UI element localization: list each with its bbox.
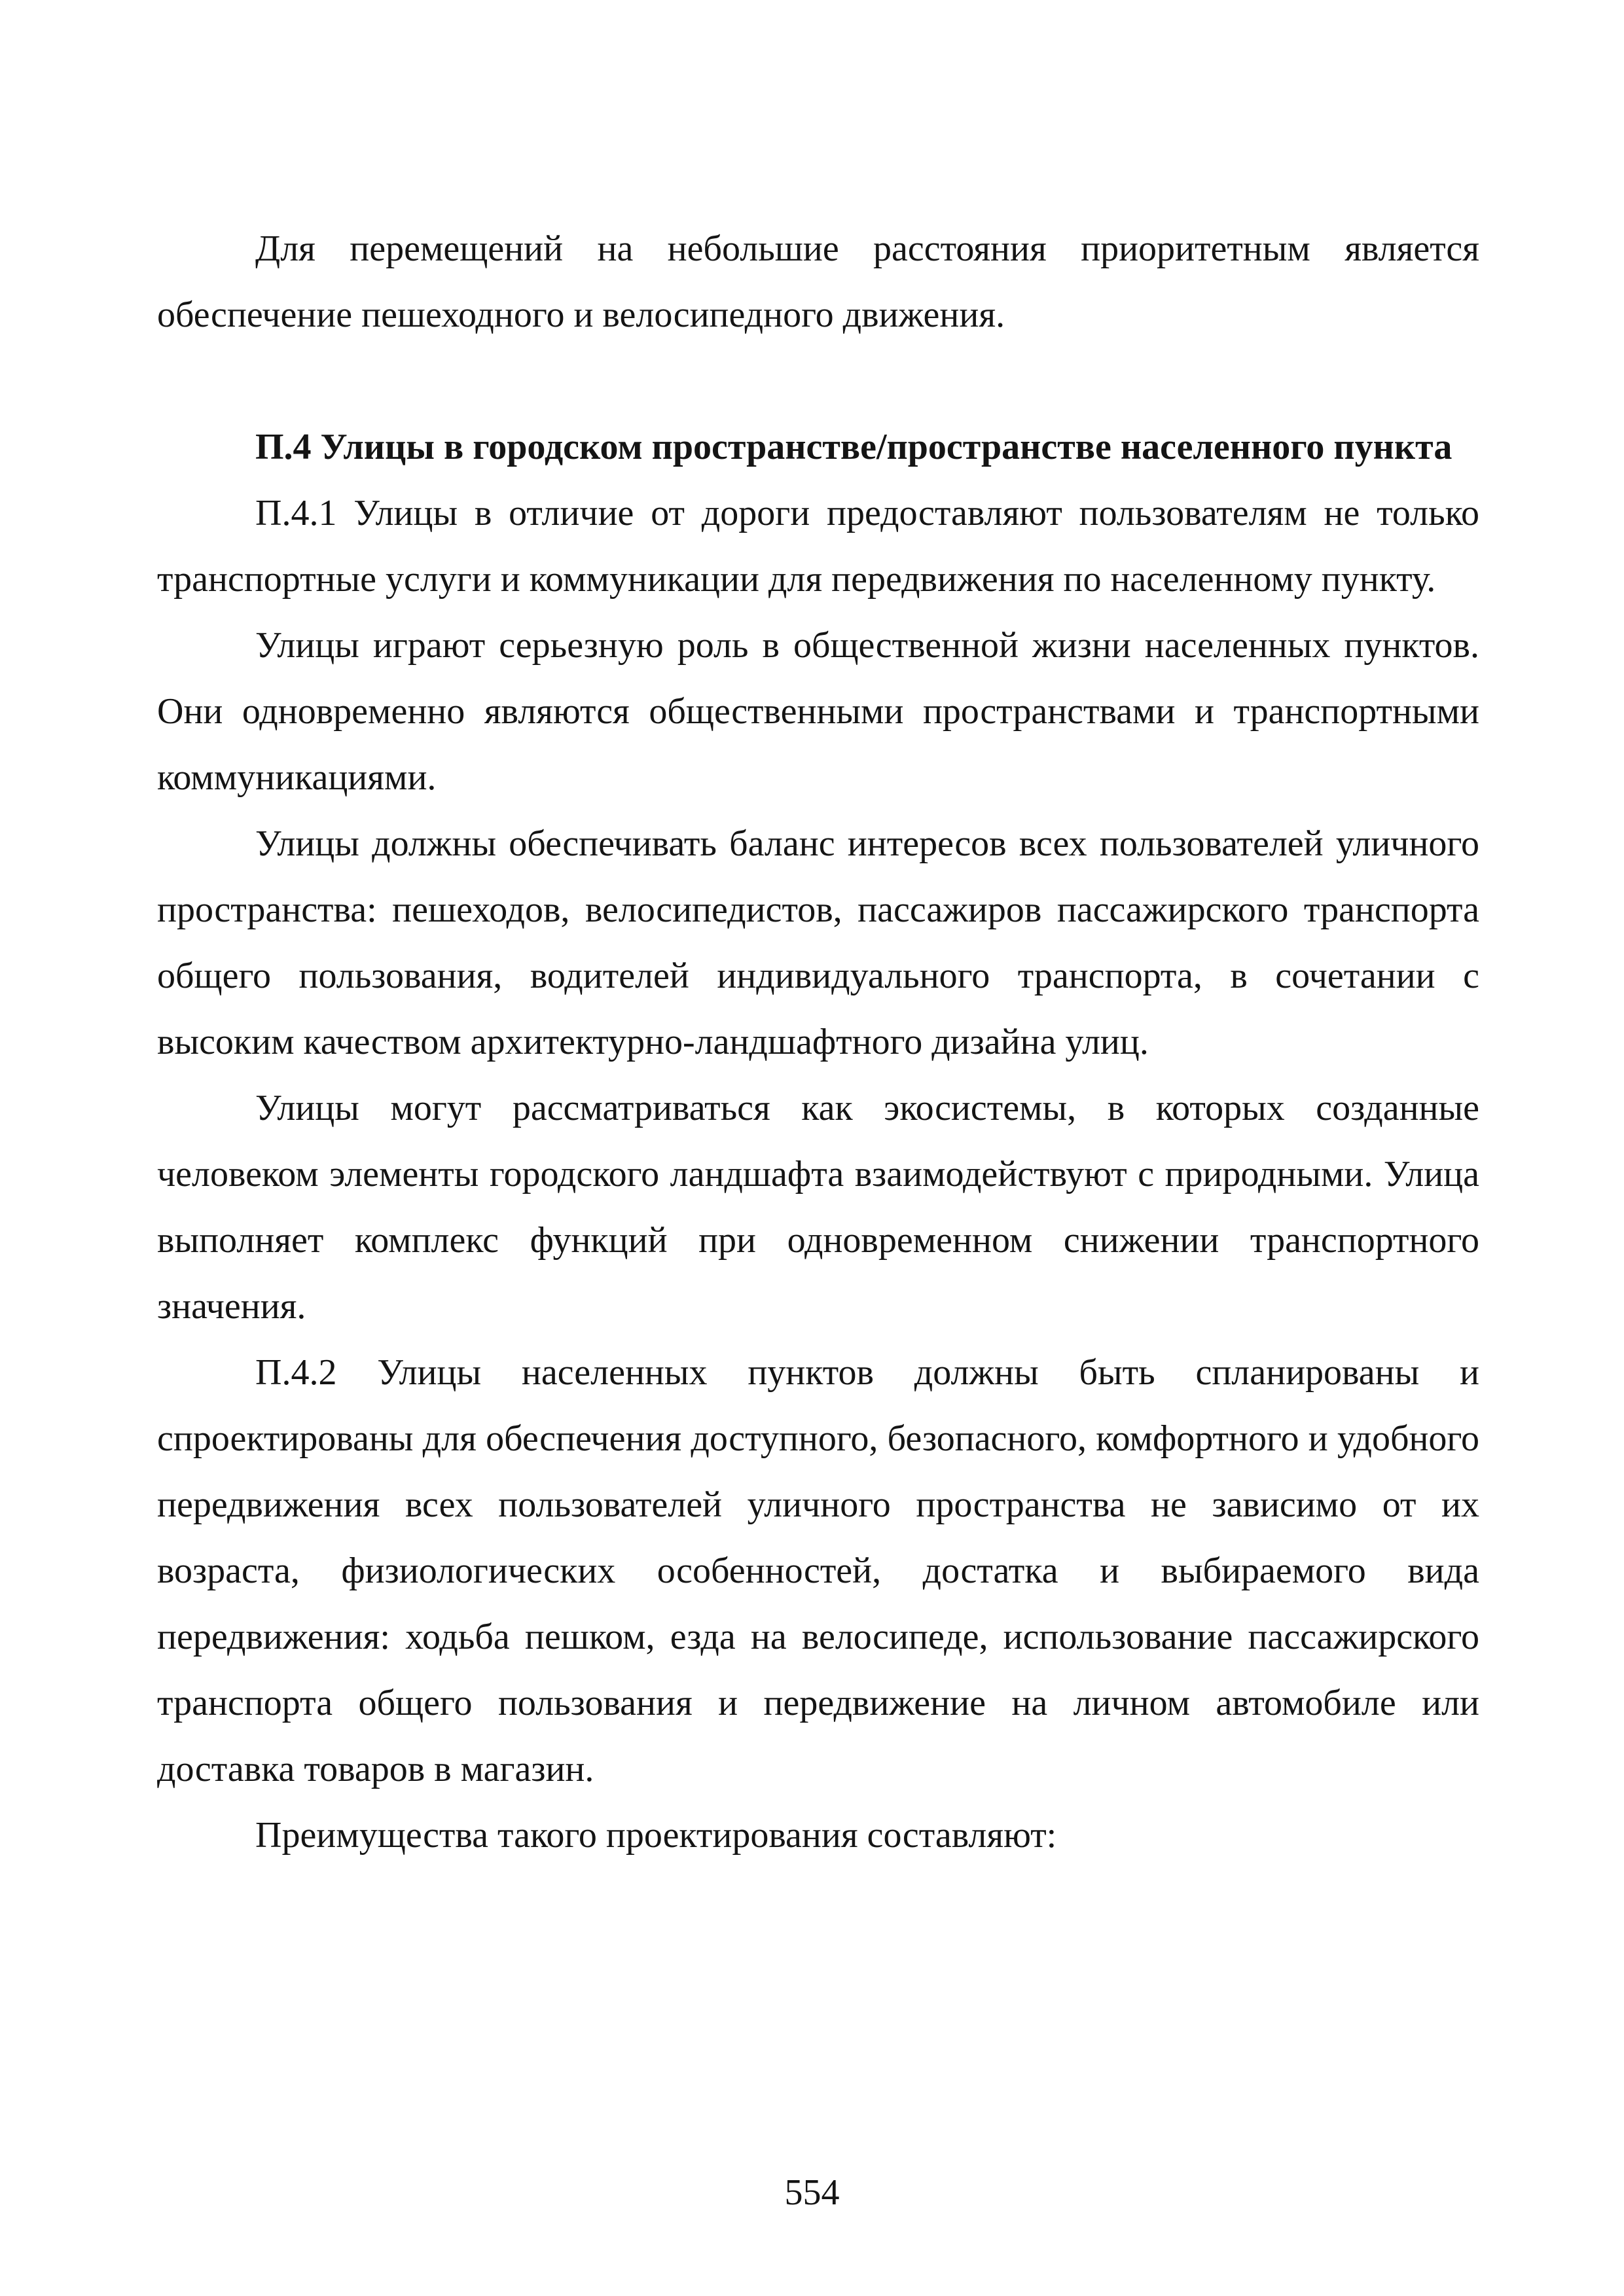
paragraph-ecosystem: Улицы могут рассматриваться как экосистемы, в которых созданные человеком элементы городского ландшафта взаимодействуют с природными. Улица выполняет комплекс функций при одновременном снижении транспортного значения.: [157, 1088, 1479, 1327]
paragraph-4-1: П.4.1 Улицы в отличие от дороги предоставляют пользователям не только транспортные услуги и коммуникации для передвижения по населенному пункту.: [157, 493, 1479, 600]
paragraph-advantages: Преимущества такого проектирования составляют:: [255, 1815, 1057, 1856]
section-heading: П.4 Улицы в городском пространстве/пространстве населенного пункта: [255, 427, 1453, 467]
page-number: 554: [784, 2172, 840, 2213]
page-body: [157, 216, 1479, 1869]
paragraph-balance: Улицы должны обеспечивать баланс интересов всех пользователей уличного пространства: пешеходов, велосипедистов, пассажиров пассажирского транспорта общего пользования, водителей индивидуального транспорта, в сочетании с высоким качеством архитектурно-ландшафтного дизайна улиц.: [157, 823, 1479, 1062]
paragraph-intro: Для перемещений на небольшие расстояния приоритетным является обеспечение пешеходного и велосипедного движения.: [157, 228, 1479, 335]
paragraph-4-2: П.4.2 Улицы населенных пунктов должны быть спланированы и спроектированы для обеспечения доступного, безопасного, комфортного и удобного передвижения всех пользователей уличного пространства не зависимо от их возраста, физиологических особенностей, достатка и выбираемого вида передвижения: ходьба пешком, езда на велосипеде, использование пассажирского транспорта общего пользования и передвижение на личном автомобиле или доставка товаров в магазин.: [157, 1352, 1479, 1789]
paragraph-public-life: Улицы играют серьезную роль в общественной жизни населенных пунктов. Они одновременно являются общественными пространствами и транспортными коммуникациями.: [157, 625, 1479, 798]
